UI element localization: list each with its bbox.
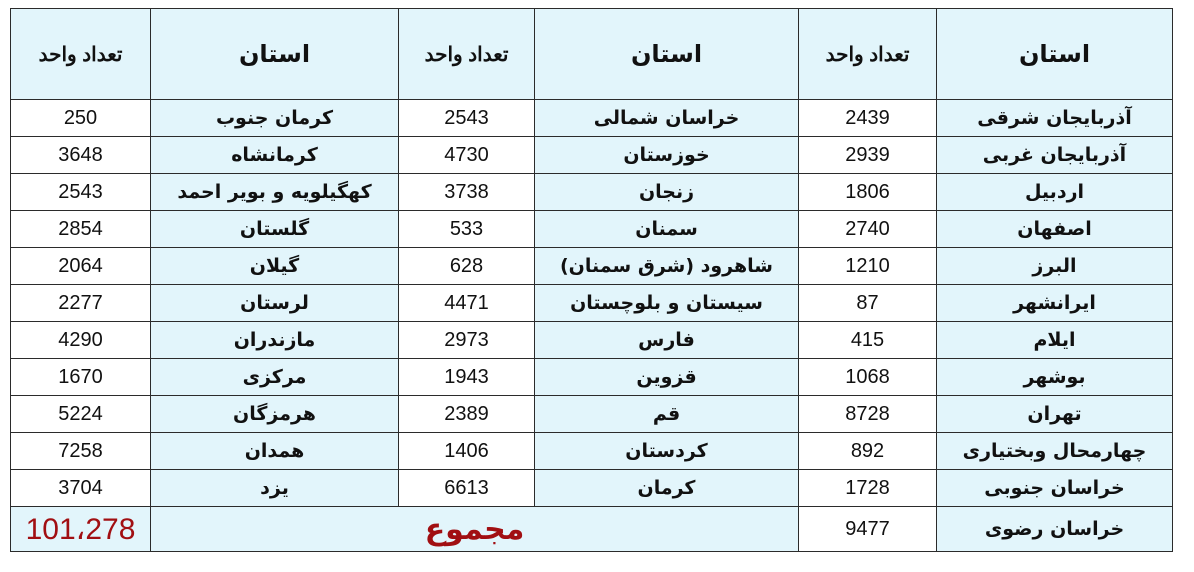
province-count: 628 bbox=[399, 248, 535, 285]
province-name: بوشهر bbox=[937, 359, 1173, 396]
table-row bbox=[11, 137, 1173, 174]
province-count: 892 bbox=[799, 433, 937, 470]
header-province-1: استان bbox=[937, 9, 1173, 100]
province-count: 9477 bbox=[799, 507, 937, 552]
province-count: 3738 bbox=[399, 174, 535, 211]
province-name: همدان bbox=[151, 433, 399, 470]
table-row bbox=[11, 433, 1173, 470]
province-count: 3704 bbox=[11, 470, 151, 507]
table-row bbox=[11, 322, 1173, 359]
province-count: 1406 bbox=[399, 433, 535, 470]
province-name: آذربایجان غربی bbox=[937, 137, 1173, 174]
header-province-3: استان bbox=[151, 9, 399, 100]
province-name: چهارمحال وبختیاری bbox=[937, 433, 1173, 470]
province-name: هرمزگان bbox=[151, 396, 399, 433]
province-count: 533 bbox=[399, 211, 535, 248]
header-count-2: تعداد واحد bbox=[399, 9, 535, 100]
province-name: زنجان bbox=[535, 174, 799, 211]
province-count: 7258 bbox=[11, 433, 151, 470]
province-name: شاهرود (شرق سمنان) bbox=[535, 248, 799, 285]
table-row bbox=[11, 100, 1173, 137]
province-count: 4730 bbox=[399, 137, 535, 174]
province-name: خراسان شمالی bbox=[535, 100, 799, 137]
province-name: کرمان bbox=[535, 470, 799, 507]
province-count: 1210 bbox=[799, 248, 937, 285]
province-count: 8728 bbox=[799, 396, 937, 433]
province-name: یزد bbox=[151, 470, 399, 507]
province-name: قزوین bbox=[535, 359, 799, 396]
header-count-3: تعداد واحد bbox=[11, 9, 151, 100]
province-count: 2389 bbox=[399, 396, 535, 433]
province-name: گیلان bbox=[151, 248, 399, 285]
table-row bbox=[11, 174, 1173, 211]
province-count: 5224 bbox=[11, 396, 151, 433]
total-label: مجموع bbox=[151, 507, 799, 552]
province-count: 415 bbox=[799, 322, 937, 359]
province-count: 1068 bbox=[799, 359, 937, 396]
province-count: 4471 bbox=[399, 285, 535, 322]
province-count: 250 bbox=[11, 100, 151, 137]
province-count: 2740 bbox=[799, 211, 937, 248]
province-count: 1806 bbox=[799, 174, 937, 211]
table-row bbox=[11, 359, 1173, 396]
province-name: فارس bbox=[535, 322, 799, 359]
table-row bbox=[11, 285, 1173, 322]
province-name: لرستان bbox=[151, 285, 399, 322]
province-name: خراسان جنوبی bbox=[937, 470, 1173, 507]
province-name: سمنان bbox=[535, 211, 799, 248]
province-count: 2439 bbox=[799, 100, 937, 137]
header-province-2: استان bbox=[535, 9, 799, 100]
province-name: ایرانشهر bbox=[937, 285, 1173, 322]
province-name: سیستان و بلوچستان bbox=[535, 285, 799, 322]
province-count: 1943 bbox=[399, 359, 535, 396]
province-name: مرکزی bbox=[151, 359, 399, 396]
total-value: 101،278 bbox=[11, 507, 151, 552]
province-name: البرز bbox=[937, 248, 1173, 285]
province-name: ایلام bbox=[937, 322, 1173, 359]
province-count: 4290 bbox=[11, 322, 151, 359]
province-name: گلستان bbox=[151, 211, 399, 248]
province-count: 2854 bbox=[11, 211, 151, 248]
table-row bbox=[11, 211, 1173, 248]
province-count: 87 bbox=[799, 285, 937, 322]
province-count: 1670 bbox=[11, 359, 151, 396]
province-name: کرمانشاه bbox=[151, 137, 399, 174]
province-count: 2543 bbox=[11, 174, 151, 211]
province-name: کردستان bbox=[535, 433, 799, 470]
province-count: 2277 bbox=[11, 285, 151, 322]
province-name: خراسان رضوی bbox=[937, 507, 1173, 552]
province-units-table bbox=[10, 8, 1173, 552]
province-name: قم bbox=[535, 396, 799, 433]
province-count: 1728 bbox=[799, 470, 937, 507]
province-name: مازندران bbox=[151, 322, 399, 359]
header-row bbox=[11, 9, 1173, 100]
header-count-1: تعداد واحد bbox=[799, 9, 937, 100]
province-name: خوزستان bbox=[535, 137, 799, 174]
province-count: 2939 bbox=[799, 137, 937, 174]
province-count: 2543 bbox=[399, 100, 535, 137]
table-row bbox=[11, 396, 1173, 433]
total-row bbox=[11, 507, 1173, 552]
province-count: 6613 bbox=[399, 470, 535, 507]
province-count: 2973 bbox=[399, 322, 535, 359]
province-name: کرمان جنوب bbox=[151, 100, 399, 137]
province-name: اردبیل bbox=[937, 174, 1173, 211]
province-count: 3648 bbox=[11, 137, 151, 174]
table-row bbox=[11, 470, 1173, 507]
province-name: کهگیلویه و بویر احمد bbox=[151, 174, 399, 211]
province-count: 2064 bbox=[11, 248, 151, 285]
province-name: تهران bbox=[937, 396, 1173, 433]
province-name: آذربایجان شرقی bbox=[937, 100, 1173, 137]
table-row bbox=[11, 248, 1173, 285]
province-name: اصفهان bbox=[937, 211, 1173, 248]
